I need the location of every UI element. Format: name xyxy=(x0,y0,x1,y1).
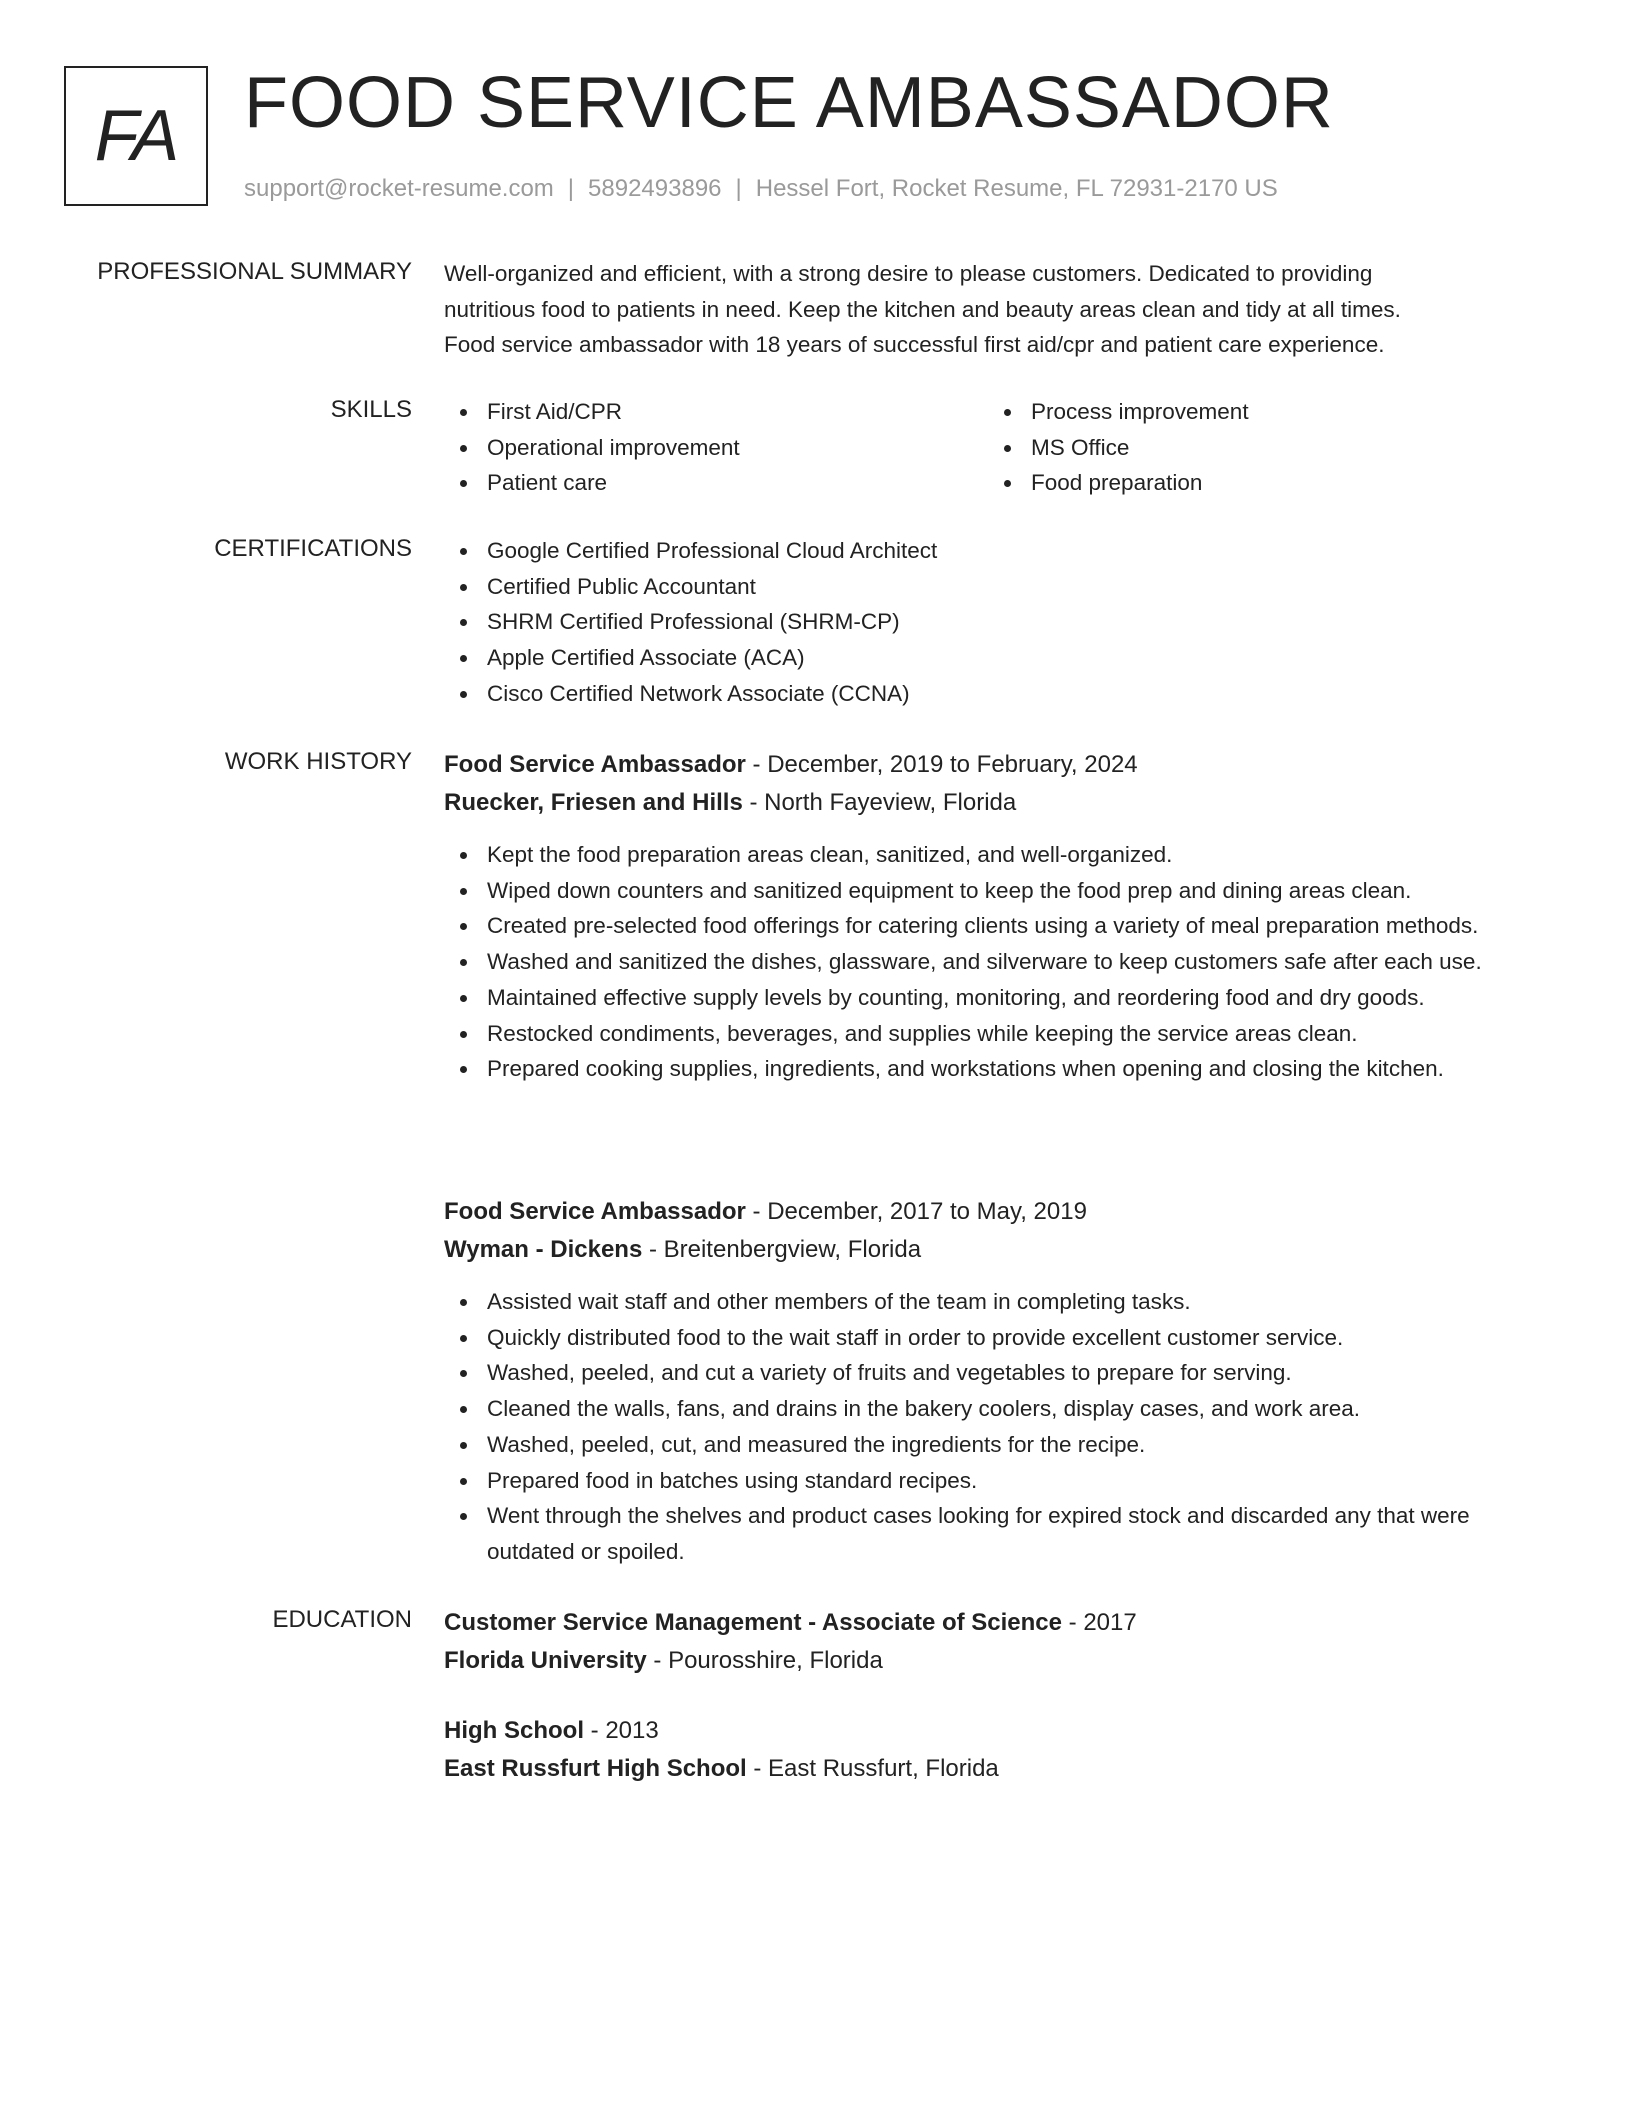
job-title: Food Service Ambassador xyxy=(444,1198,746,1225)
job-duty-item: Prepared cooking supplies, ingredients, and workstations when opening and closing the kitchen. xyxy=(487,1051,1544,1087)
summary-line: Food service ambassador with 18 years of successful first aid/cpr and patient care experience. xyxy=(444,332,1385,358)
work-history-label: WORK HISTORY xyxy=(224,748,412,775)
monogram-badge xyxy=(64,66,208,206)
job-location: - North Fayeview, Florida xyxy=(742,788,1017,816)
skill-item: Process improvement xyxy=(1031,394,1532,430)
job-duty-item: Maintained effective supply levels by counting, monitoring, and reordering food and dry goods. xyxy=(487,980,1544,1016)
job-duty-item: Cleaned the walls, fans, and drains in the bakery coolers, display cases, and work area. xyxy=(487,1391,1544,1427)
job-duty-item: Quickly distributed food to the wait staff in order to provide excellent customer service. xyxy=(487,1320,1544,1356)
skills-list-left xyxy=(444,394,988,501)
skills-label: SKILLS xyxy=(330,396,412,423)
education-school-line xyxy=(444,1750,999,1788)
job-company: Wyman - Dickens xyxy=(444,1235,643,1263)
job-duty-item: Kept the food preparation areas clean, sanitized, and well-organized. xyxy=(487,837,1544,873)
skill-item: Food preparation xyxy=(1031,465,1532,501)
education-entry xyxy=(444,1604,1544,1679)
summary-line: nutritious food to patients in need. Keep the kitchen and beauty areas clean and tidy at all times. xyxy=(444,296,1401,322)
certifications-label: CERTIFICATIONS xyxy=(214,535,412,562)
job-duty-item: Restocked condiments, beverages, and supplies while keeping the service areas clean. xyxy=(487,1016,1544,1052)
contact-line xyxy=(244,174,1278,204)
certification-item: Cisco Certified Network Associate (CCNA) xyxy=(487,676,1544,712)
education-degree: Customer Service Management - Associate of Science xyxy=(444,1609,1062,1636)
job-dates: - December, 2017 to May, 2019 xyxy=(745,1198,1087,1225)
job-duties-list xyxy=(444,1284,1544,1570)
job-duty-item: Created pre-selected food offerings for catering clients using a variety of meal preparation methods. xyxy=(487,908,1544,944)
education-degree: High School xyxy=(444,1717,584,1744)
job-duty-item: Wiped down counters and sanitized equipment to keep the food prep and dining areas clean. xyxy=(487,873,1544,909)
contact-address: Hessel Fort, Rocket Resume, FL 72931-2170 US xyxy=(755,175,1278,202)
job-title: Food Service Ambassador xyxy=(444,751,746,778)
job-company-line xyxy=(444,1231,1544,1269)
contact-separator: | xyxy=(567,175,575,202)
education-entry xyxy=(444,1712,999,1787)
certification-item: Certified Public Accountant xyxy=(487,569,1544,605)
job-duty-item: Assisted wait staff and other members of the team in completing tasks. xyxy=(487,1284,1544,1320)
job-dates: - December, 2019 to February, 2024 xyxy=(745,751,1138,778)
education-body xyxy=(444,1604,1544,1782)
job-company-line xyxy=(444,784,1544,822)
job-location: - Breitenbergview, Florida xyxy=(642,1235,922,1263)
resume-name: FOOD SERVICE AMBASSADOR xyxy=(244,63,1334,143)
skill-item: Patient care xyxy=(487,465,988,501)
job-duty-item: Washed, peeled, and cut a variety of fruits and vegetables to prepare for serving. xyxy=(487,1355,1544,1391)
certifications-list xyxy=(444,533,1544,712)
job-title-line xyxy=(444,746,1544,784)
certification-item: Google Certified Professional Cloud Architect xyxy=(487,533,1544,569)
contact-email[interactable]: support@rocket-resume.com xyxy=(244,175,554,202)
summary-line: Well-organized and efficient, with a strong desire to please customers. Dedicated to providing xyxy=(444,261,1373,286)
education-school-line xyxy=(444,1642,1544,1680)
skills-list-right xyxy=(988,394,1532,501)
skill-item: First Aid/CPR xyxy=(487,394,988,430)
job-duty-item: Prepared food in batches using standard recipes. xyxy=(487,1463,1544,1499)
education-year: - 2017 xyxy=(1062,1609,1137,1636)
skill-item: MS Office xyxy=(1031,430,1532,466)
monogram-initials: FA xyxy=(94,96,178,176)
certification-item: SHRM Certified Professional (SHRM-CP) xyxy=(487,604,1544,640)
education-location: - Pourosshire, Florida xyxy=(646,1646,883,1674)
skills-body xyxy=(444,394,1544,501)
skill-item: Operational improvement xyxy=(487,430,988,466)
job-title-line xyxy=(444,1193,1544,1231)
education-degree-line xyxy=(444,1604,1544,1642)
education-location: - East Russfurt, Florida xyxy=(746,1754,999,1782)
certifications-body xyxy=(444,533,1544,712)
job-duty-item: Went through the shelves and product cases looking for expired stock and discarded any that were outdated or spoiled. xyxy=(487,1498,1544,1569)
education-degree-line xyxy=(444,1712,999,1750)
contact-separator: | xyxy=(735,175,742,202)
job-entry xyxy=(444,746,1544,1087)
job-entry xyxy=(444,1193,1544,1570)
work-history-body xyxy=(444,746,1544,1564)
education-year: - 2013 xyxy=(584,1717,659,1744)
summary-body xyxy=(444,256,1544,363)
summary-label: PROFESSIONAL SUMMARY xyxy=(97,258,412,285)
education-school: East Russfurt High School xyxy=(444,1754,747,1782)
certification-item: Apple Certified Associate (ACA) xyxy=(487,640,1544,676)
job-company: Ruecker, Friesen and Hills xyxy=(444,788,743,816)
job-duty-item: Washed, peeled, cut, and measured the ingredients for the recipe. xyxy=(487,1427,1544,1463)
contact-phone: 5892493896 xyxy=(588,175,722,202)
job-duties-list xyxy=(444,837,1544,1087)
education-school: Florida University xyxy=(444,1646,647,1674)
job-duty-item: Washed and sanitized the dishes, glassware, and silverware to keep customers safe after each use. xyxy=(487,944,1544,980)
education-label: EDUCATION xyxy=(272,1606,412,1633)
